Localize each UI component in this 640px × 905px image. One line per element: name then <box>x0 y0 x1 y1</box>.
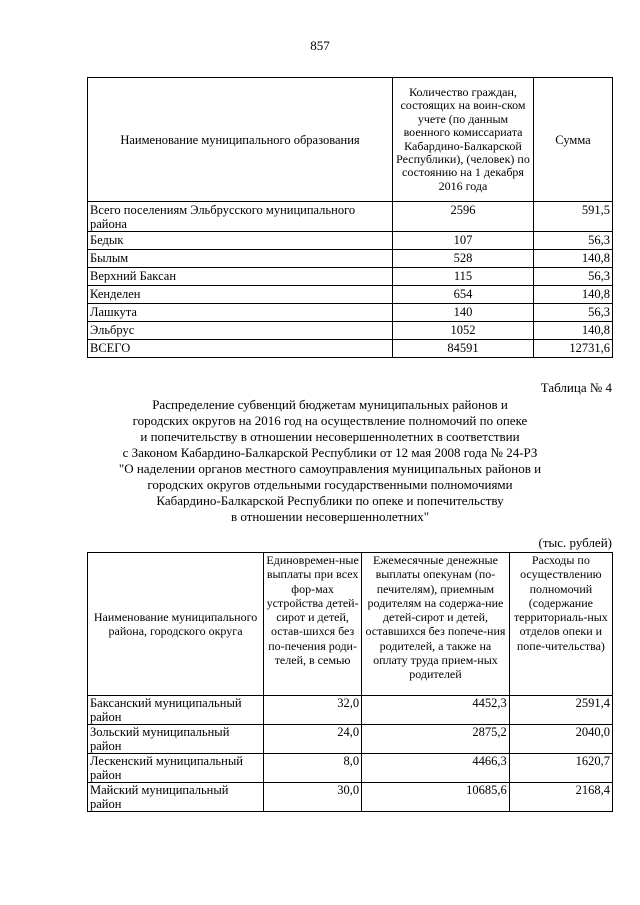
expenses-cell: 1620,7 <box>509 754 612 783</box>
table-1-military-registration <box>87 77 613 358</box>
sum-cell: 56,3 <box>534 232 613 250</box>
expenses-cell: 2040,0 <box>509 725 612 754</box>
table-row <box>88 783 613 812</box>
lump-sum-cell: 8,0 <box>264 754 362 783</box>
sum-cell: 591,5 <box>534 202 613 232</box>
table-4-unit: (тыс. рублей) <box>538 535 612 550</box>
municipality-name-cell: Бедык <box>88 232 393 250</box>
municipality-name-cell: Верхний Баксан <box>88 268 393 286</box>
sum-cell: 140,8 <box>534 322 613 340</box>
monthly-payments-cell: 4452,3 <box>362 696 510 725</box>
page-number: 857 <box>310 38 330 53</box>
title-line: "О наделении органов местного самоуправления муниципальных районов и <box>118 461 542 476</box>
title-line: городских округов отдельными государственными полномочиями <box>147 477 513 492</box>
monthly-payments-cell: 4466,3 <box>362 754 510 783</box>
citizen-count-cell: 84591 <box>393 340 534 358</box>
header-citizen-count: Количество граждан, состоящих на воин-ском учете (по данным военного комиссариата Кабардино-Балкарской Республики), (человек) по состоянию на 1 декабря 2016 года <box>393 78 534 202</box>
table-1-body <box>88 202 613 358</box>
table-row <box>88 202 613 232</box>
header-district-name: Наименование муниципального района, городского округа <box>88 553 264 696</box>
table-row <box>88 232 613 250</box>
municipality-name-cell: Всего поселениям Эльбрусского муниципального района <box>88 202 393 232</box>
table-header-row <box>88 78 613 202</box>
title-line: и попечительству в отношении несовершеннолетних в соответствии <box>140 429 520 444</box>
header-sum: Сумма <box>534 78 613 202</box>
district-name-cell: Баксанский муниципальный район <box>88 696 264 725</box>
district-name-cell: Зольский муниципальный район <box>88 725 264 754</box>
table-row <box>88 304 613 322</box>
table-4-number: Таблица № 4 <box>540 380 612 395</box>
citizen-count-cell: 654 <box>393 286 534 304</box>
lump-sum-cell: 24,0 <box>264 725 362 754</box>
lump-sum-cell: 32,0 <box>264 696 362 725</box>
citizen-count-cell: 2596 <box>393 202 534 232</box>
expenses-cell: 2168,4 <box>509 783 612 812</box>
table-4-title <box>60 397 600 525</box>
citizen-count-cell: 115 <box>393 268 534 286</box>
header-monthly-payments: Ежемесячные денежные выплаты опекунам (по-печителям), приемным родителям на содержа-ние детей-сирот и детей, оставшихся без попече-ния родителей, а также на оплату труда прием-ных родителей <box>362 553 510 696</box>
table-row <box>88 322 613 340</box>
citizen-count-cell: 1052 <box>393 322 534 340</box>
lump-sum-cell: 30,0 <box>264 783 362 812</box>
sum-cell: 56,3 <box>534 304 613 322</box>
sum-cell: 56,3 <box>534 268 613 286</box>
municipality-name-cell: Кенделен <box>88 286 393 304</box>
citizen-count-cell: 107 <box>393 232 534 250</box>
table-row <box>88 754 613 783</box>
table-row <box>88 340 613 358</box>
expenses-cell: 2591,4 <box>509 696 612 725</box>
sum-cell: 140,8 <box>534 286 613 304</box>
sum-cell: 12731,6 <box>534 340 613 358</box>
municipality-name-cell: Эльбрус <box>88 322 393 340</box>
title-line: Кабардино-Балкарской Республики по опеке и попечительству <box>156 493 504 508</box>
table-row <box>88 250 613 268</box>
table-4-body <box>88 696 613 812</box>
title-line: с Законом Кабардино-Балкарской Республики от 12 мая 2008 года № 24-РЗ <box>122 445 538 460</box>
municipality-name-cell: Былым <box>88 250 393 268</box>
table-row <box>88 268 613 286</box>
sum-cell: 140,8 <box>534 250 613 268</box>
monthly-payments-cell: 2875,2 <box>362 725 510 754</box>
title-line: городских округов на 2016 год на осуществление полномочий по опеке <box>132 413 528 428</box>
table-row <box>88 696 613 725</box>
district-name-cell: Майский муниципальный район <box>88 783 264 812</box>
table-header-row <box>88 553 613 696</box>
table-row <box>88 725 613 754</box>
title-line: в отношении несовершеннолетних" <box>230 509 430 524</box>
municipality-name-cell: ВСЕГО <box>88 340 393 358</box>
table-row <box>88 286 613 304</box>
title-line: Распределение субвенций бюджетам муниципальных районов и <box>152 397 508 412</box>
header-municipality-name: Наименование муниципального образования <box>88 78 393 202</box>
table-4-subventions <box>87 552 613 812</box>
header-lump-sum-payments: Единовремен-ные выплаты при всех фор-мах устройства детей-сирот и детей, остав-шихся без по-печения роди-телей, в семью <box>264 553 362 696</box>
header-administrative-expenses: Расходы по осуществлению полномочий (содержание территориаль-ных отделов опеки и попе-чительства) <box>509 553 612 696</box>
monthly-payments-cell: 10685,6 <box>362 783 510 812</box>
citizen-count-cell: 528 <box>393 250 534 268</box>
district-name-cell: Лескенский муниципальный район <box>88 754 264 783</box>
citizen-count-cell: 140 <box>393 304 534 322</box>
municipality-name-cell: Лашкута <box>88 304 393 322</box>
